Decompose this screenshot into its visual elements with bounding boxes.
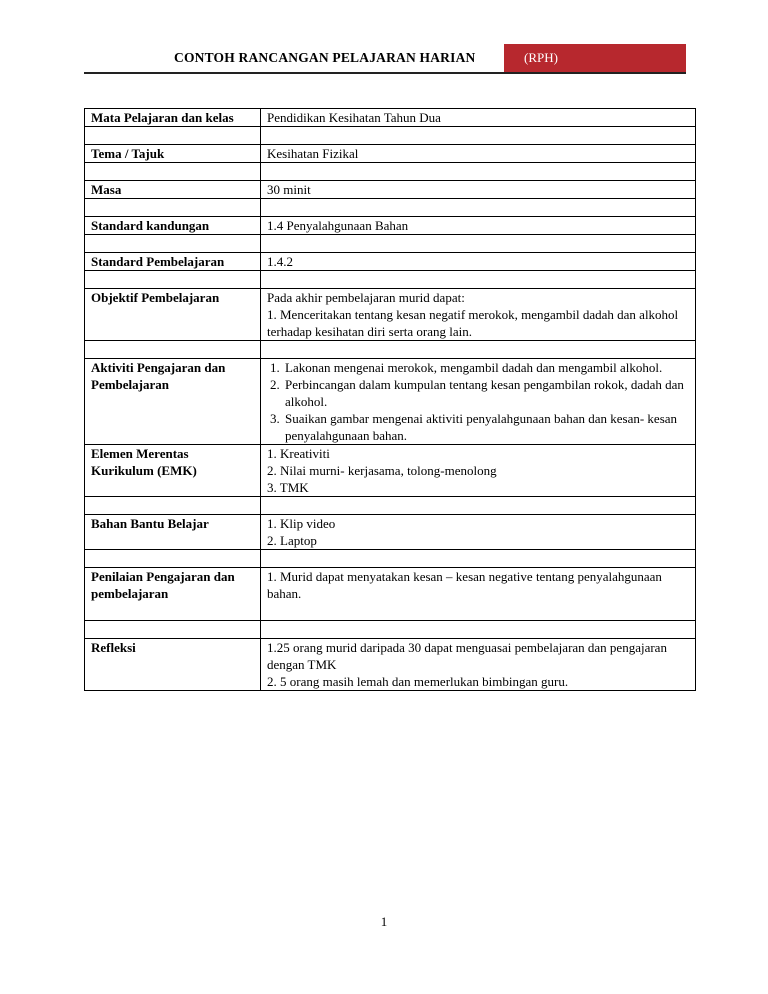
row-label: Masa xyxy=(85,181,261,199)
row-value xyxy=(261,289,696,341)
row-label: Elemen Merentas Kurikulum (EMK) xyxy=(85,445,261,497)
table-row xyxy=(85,217,696,235)
lesson-plan-table xyxy=(84,108,696,691)
spacer-row xyxy=(85,127,696,145)
list-item: 3. Suaikan gambar mengenai aktiviti penyalahgunaan bahan dan kesan- kesan penyalahgunaan bahan. xyxy=(283,410,689,444)
rph-badge: (RPH) xyxy=(504,44,686,72)
row-label: Aktiviti Pengajaran dan Pembelajaran xyxy=(85,359,261,445)
row-value: 30 minit xyxy=(261,181,696,199)
document-header xyxy=(84,44,686,72)
document-title: CONTOH RANCANGAN PELAJARAN HARIAN xyxy=(174,50,476,65)
table-row xyxy=(85,181,696,199)
row-value: Pendidikan Kesihatan Tahun Dua xyxy=(261,109,696,127)
spacer-row xyxy=(85,550,696,568)
list-item: 1.25 orang murid daripada 30 dapat menguasai pembelajaran dan pengajaran dengan TMK xyxy=(267,640,667,672)
row-value: Kesihatan Fizikal xyxy=(261,145,696,163)
row-label: Standard Pembelajaran xyxy=(85,253,261,271)
row-label: Objektif Pembelajaran xyxy=(85,289,261,341)
list-item: 2. Nilai murni- kerjasama, tolong-menolong xyxy=(267,463,497,478)
spacer-row xyxy=(85,163,696,181)
objective-item: 1. Menceritakan tentang kesan negatif merokok, mengambil dadah dan alkohol terhadap kesihatan diri serta orang lain. xyxy=(267,307,679,339)
row-label: Standard kandungan xyxy=(85,217,261,235)
row-value xyxy=(261,359,696,445)
table-row xyxy=(85,109,696,127)
list-item: 2. Perbincangan dalam kumpulan tentang kesan pengambilan rokok, dadah dan alkohol. xyxy=(283,376,689,410)
row-label: Mata Pelajaran dan kelas xyxy=(85,109,261,127)
row-value xyxy=(261,445,696,497)
spacer-row xyxy=(85,199,696,217)
row-value: 1.4 Penyalahgunaan Bahan xyxy=(261,217,696,235)
list-item: 2. 5 orang masih lemah dan memerlukan bimbingan guru. xyxy=(267,674,569,689)
table-row xyxy=(85,253,696,271)
table-row xyxy=(85,639,696,691)
table-row xyxy=(85,289,696,341)
list-item: 3. TMK xyxy=(267,480,309,495)
list-item: 1. Lakonan mengenai merokok, mengambil dadah dan mengambil alkohol. xyxy=(283,359,689,376)
row-label: Penilaian Pengajaran dan pembelajaran xyxy=(85,568,261,621)
row-label: Bahan Bantu Belajar xyxy=(85,515,261,550)
row-label: Tema / Tajuk xyxy=(85,145,261,163)
spacer-row xyxy=(85,621,696,639)
row-value xyxy=(261,515,696,550)
list-item: 1. Klip video xyxy=(267,516,336,531)
page-number: 1 xyxy=(380,914,388,929)
spacer-row xyxy=(85,497,696,515)
list-item: 1. Kreativiti xyxy=(267,446,330,461)
spacer-row xyxy=(85,271,696,289)
table-row xyxy=(85,515,696,550)
header-divider xyxy=(84,72,686,74)
objective-intro: Pada akhir pembelajaran murid dapat: xyxy=(267,290,465,305)
row-value: 1. Murid dapat menyatakan kesan – kesan negative tentang penyalahgunaan bahan. xyxy=(261,568,696,621)
spacer-row xyxy=(85,341,696,359)
activity-list xyxy=(267,359,689,444)
spacer-row xyxy=(85,235,696,253)
row-value xyxy=(261,639,696,691)
table-row xyxy=(85,568,696,621)
table-row xyxy=(85,359,696,445)
row-label: Refleksi xyxy=(85,639,261,691)
table-row xyxy=(85,445,696,497)
list-item: 2. Laptop xyxy=(267,533,317,548)
row-value: 1.4.2 xyxy=(261,253,696,271)
table-row xyxy=(85,145,696,163)
